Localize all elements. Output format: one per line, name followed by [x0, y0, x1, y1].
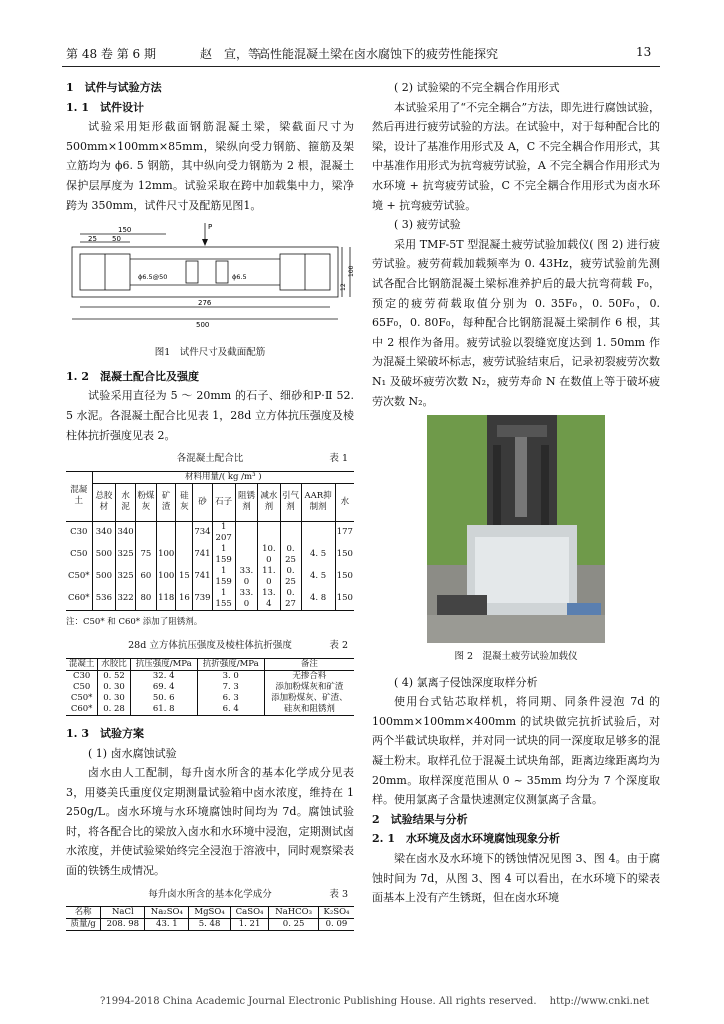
table-cell: 322 [116, 588, 136, 611]
t1-col-0: 总胶材 [92, 483, 116, 521]
table-cell: 43. 1 [145, 919, 189, 931]
t1-col-7: 阻锈剂 [235, 483, 257, 521]
table-cell: 1 159 [212, 544, 235, 566]
fig1-dim-500: 500 [196, 321, 210, 330]
t1-col-5: 砂 [193, 483, 212, 521]
table-3 [66, 906, 354, 931]
t3-col-2: Na₂SO₄ [145, 907, 189, 919]
table-cell: 208. 98 [101, 919, 145, 931]
table-cell: 4. 5 [301, 566, 335, 588]
table-cell: 741 [193, 544, 212, 566]
table-cell: 118 [156, 588, 176, 611]
paragraph-brine-test: 卤水由人工配制，每升卤水所含的基本化学成分见表 3，用婆美氏重度仪定期测量试验箱中卤水浓度，维持在 1 250g/L。卤水环境与水环境腐蚀时间均为 7d。腐蚀试验时，将各配合比的梁放入卤水和水环境中浸泡，定期测试卤水浓度，并使试验梁始终完全浸泡于溶液中，同时观察梁表面的铁锈生成情况。 [66, 766, 354, 878]
table-cell: 100 [156, 544, 176, 566]
table-cell: 质量/g [66, 919, 101, 931]
section-2-heading: 2 试验结果与分析 [372, 812, 468, 826]
table-cell: 16 [176, 588, 193, 611]
table-cell: 325 [116, 566, 136, 588]
section-1-3-3-heading: ( 3) 疲劳试验 [394, 218, 461, 232]
table-cell: C50* [66, 693, 98, 704]
table-2-title [66, 636, 354, 656]
t2-col-1: 水胶比 [98, 658, 130, 670]
t1-col-3: 矿渣 [156, 483, 176, 521]
table-cell: 500 [92, 544, 116, 566]
table-cell: 325 [116, 544, 136, 566]
table-cell: 734 [193, 521, 212, 544]
table-cell: 61. 8 [130, 704, 197, 716]
table-2-number: 表 2 [329, 640, 348, 652]
t1-col-9: 引气剂 [280, 483, 301, 521]
table-2 [66, 658, 354, 716]
table-cell: C60* [66, 704, 98, 716]
journal-volume: 第 48 卷 第 6 期 [66, 47, 156, 61]
table-cell: 100 [156, 566, 176, 588]
figure-1-caption: 图1 试件尺寸及截面配筋 [154, 347, 266, 359]
table-cell: 1 207 [212, 521, 235, 544]
table-1 [66, 471, 354, 611]
table-2-title-text: 28d 立方体抗压强度及棱柱体抗折强度 [128, 640, 292, 652]
t3-col-1: NaCl [101, 907, 145, 919]
table-cell: 添加粉煤灰、矿渣、 [271, 692, 348, 703]
fig1-dim-100: 100 [348, 265, 355, 278]
table-cell: 无掺合料 [292, 670, 327, 681]
table-cell: 50. 6 [130, 693, 197, 704]
table-1-note: 注：C50* 和 C60* 添加了阻锈剂。 [66, 616, 203, 627]
section-1-3-4-heading: ( 4) 氯离子侵蚀深度取样分析 [394, 675, 538, 689]
table-cell: C50 [66, 544, 92, 566]
table-cell: 1 159 [212, 566, 235, 588]
table-cell: C50 [66, 682, 98, 693]
section-1-2-heading: 1. 2 混凝土配合比及强度 [66, 369, 199, 383]
table-3-title-text: 每升卤水所含的基本化学成分 [148, 888, 272, 900]
table-cell: 0. 52 [98, 670, 130, 682]
fig1-load-label: P [208, 223, 213, 232]
table-cell: 4. 5 [301, 544, 335, 566]
t2-col-4: 备注 [264, 658, 354, 670]
table-row [66, 544, 354, 566]
header-authors: 赵 宣，等. [200, 47, 264, 61]
paragraph-fatigue-test: 采用 TMF-5T 型混凝土疲劳试验加载仪( 图 2) 进行疲劳试验。疲劳荷载加载频率为 0. 43Hz，疲劳试验前先测试各配合比钢筋混凝土梁标准养护后的最大抗弯荷载 F₀，预定的疲劳荷载取值分别为 0. 35F₀，0. 50F₀，0. 65F₀，0. 80F₀，每种配合比钢筋混凝土梁制作 6 根，其中 2 根作为备用。疲劳试验以裂缝宽度达到 1. 50mm 作为混凝土梁破坏标志，疲劳试验结束后，记录初裂疲劳次数 N₁ 及破坏疲劳次数 N₂，疲劳寿命 N 在数值上等于破坏疲劳次数 N₂。 [372, 237, 660, 408]
section-1-1-heading: 1. 1 试件设计 [66, 100, 144, 114]
table-cell: 60 [135, 566, 156, 588]
table-cell: 150 [336, 571, 353, 582]
t3-col-0: 名称 [66, 907, 101, 919]
table-cell: 33. 0 [235, 566, 257, 588]
fig1-dim-12: 12 [340, 283, 347, 292]
t2-col-0: 混凝土 [66, 658, 98, 670]
table-1-title-text: 各混凝土配合比 [176, 453, 244, 465]
table-cell: 75 [135, 544, 156, 566]
table-cell: 340 [116, 521, 136, 544]
t1-col-11: 水 [335, 483, 354, 521]
table-cell: 11. 0 [258, 566, 280, 588]
header-rule [62, 66, 660, 67]
table-cell: 4. 8 [301, 588, 335, 611]
t3-col-5: NaHCO₃ [269, 907, 319, 919]
table-row [66, 566, 354, 588]
table-cell: 添加粉煤灰和矿渣 [275, 681, 344, 692]
section-2-1-heading: 2. 1 水环境及卤水环境腐蚀现象分析 [372, 832, 560, 846]
table-cell [280, 521, 301, 544]
table-1-title [66, 449, 354, 469]
table-cell: 15 [176, 566, 193, 588]
table-cell: C30 [66, 670, 98, 682]
table-cell: 741 [193, 566, 212, 588]
t1-col-1: 水泥 [116, 483, 136, 521]
figure-2-caption: 图 2 混凝土疲劳试验加载仪 [454, 651, 578, 663]
table-cell [156, 521, 176, 544]
table-cell: C30 [66, 521, 92, 544]
table-cell: 6. 4 [197, 704, 264, 716]
t3-col-3: MgSO₄ [189, 907, 231, 919]
table-row [66, 588, 354, 611]
table-cell: 80 [135, 588, 156, 611]
table-cell: 150 [336, 549, 353, 560]
table-cell: C60* [66, 588, 92, 611]
fig1-stirrup-label: ϕ6.5@50 [138, 273, 168, 282]
table-cell: 1. 21 [230, 919, 268, 931]
table-cell: 0. 25 [280, 544, 301, 566]
figure-1-diagram [66, 221, 354, 339]
table-cell: 536 [92, 588, 116, 611]
right-column [372, 78, 660, 908]
table-cell: 7. 3 [197, 682, 264, 693]
fig1-dim-50: 50 [112, 235, 121, 244]
table-3-number: 表 3 [329, 888, 348, 900]
table-cell: 69. 4 [130, 682, 197, 693]
table-cell: 硅灰和阻锈剂 [283, 703, 335, 714]
table-cell: 0. 28 [98, 704, 130, 716]
table-cell: C50* [66, 566, 92, 588]
t2-col-3: 抗折强度/MPa [197, 658, 264, 670]
table-row [66, 919, 354, 931]
table-cell: 13. 4 [258, 588, 280, 611]
table-row [66, 682, 354, 693]
table-row [66, 521, 354, 544]
table-cell [176, 544, 193, 566]
t1-group-header: 材料用量/( kg /m³ ) [92, 471, 354, 483]
table-cell [135, 521, 156, 544]
table-cell: 177 [336, 527, 353, 538]
t1-col-2: 粉煤灰 [135, 483, 156, 521]
header-title: 高性能混凝土梁在卤水腐蚀下的疲劳性能探究 [258, 47, 499, 61]
table-cell: 0. 25 [269, 919, 319, 931]
t1-col-10: AAR抑制剂 [301, 483, 335, 521]
paragraph-specimen-design: 试验采用矩形截面钢筋混凝土梁，梁截面尺寸为500mm×100mm×85mm，梁纵向受力钢筋、箍筋及架立筋均为 ϕ6. 5 钢筋，其中纵向受力钢筋为 2 根，混凝土保护层厚度为 12mm。试验采取在跨中加载集中力，梁净跨为 350mm，试件尺寸及配筋见图1。 [66, 120, 354, 212]
table-cell [301, 521, 335, 544]
paragraph-coupling: 本试验采用了“不完全耦合”方法，即先进行腐蚀试验，然后再进行疲劳试验的方法。在试验中，对于每种配合比的梁，设计了基准作用形式及 A，C 不完全耦合作用形式，其中基准作用形式为抗弯疲劳试验，A 不完全耦合作用形式为水环境 + 抗弯疲劳试验，C 不完全耦合作用形式为卤水环境 + 抗弯疲劳试验。 [372, 100, 660, 212]
table-cell: 3. 0 [197, 670, 264, 682]
paragraph-mix-ratio: 试验采用直径为 5 ～ 20mm 的石子、细砂和P·Ⅱ 52. 5 水泥。各混凝土配合比见表 1，28d 立方体抗压强度及棱柱体抗折强度见表 2。 [66, 389, 354, 442]
section-1-3-1-heading: ( 1) 卤水腐蚀试验 [88, 746, 177, 760]
fig1-dim-25: 25 [88, 235, 97, 244]
table-cell: 32. 4 [130, 670, 197, 682]
table-cell: 0. 09 [325, 919, 348, 930]
table-cell: 0. 25 [280, 566, 301, 588]
fig1-dim-150: 150 [118, 226, 132, 235]
fig1-rebar-label: ϕ6.5 [232, 273, 247, 282]
left-column [66, 78, 354, 931]
table-cell: 150 [336, 593, 353, 604]
table-cell: 0. 27 [280, 588, 301, 611]
t1-col-6: 石子 [212, 483, 235, 521]
t1-col-4: 硅灰 [176, 483, 193, 521]
table-cell [176, 521, 193, 544]
table-cell: 500 [92, 566, 116, 588]
table-cell: 340 [92, 521, 116, 544]
section-1-heading: 1 试件与试验方法 [66, 81, 162, 94]
section-1-3-heading: 1. 3 试验方案 [66, 726, 144, 740]
table-row [66, 704, 354, 716]
t3-col-4: CaSO₄ [230, 907, 268, 919]
table-row [66, 670, 354, 682]
t1-col-8: 减水剂 [258, 483, 280, 521]
page-number: 13 [636, 45, 652, 59]
table-cell [235, 521, 257, 544]
paragraph-corrosion: 梁在卤水及水环境下的锈蚀情况见图 3、图 4。由于腐蚀时间为 7d，从图 3、图 4 可以看出，在水环境下的梁表面基本上没有产生锈斑，但在卤水环境 [372, 852, 660, 905]
table-3-title [66, 885, 354, 905]
table-cell: 6. 3 [197, 693, 264, 704]
fig1-dim-276: 276 [198, 299, 212, 308]
table-cell: 10. 0 [258, 544, 280, 566]
table-cell [235, 544, 257, 566]
table-cell [258, 521, 280, 544]
table-cell: 5. 48 [189, 919, 231, 931]
table-cell: 739 [193, 588, 212, 611]
fatigue-test-machine-photo [427, 415, 605, 643]
table-cell: 0. 30 [98, 682, 130, 693]
section-1-3-2-heading: ( 2) 试验梁的不完全耦合作用形式 [394, 81, 560, 94]
table-cell: 0. 30 [98, 693, 130, 704]
table-cell: 33. 0 [235, 588, 257, 611]
t1-rowhead: 混凝土 [66, 471, 92, 521]
table-row [66, 693, 354, 704]
table-1-number: 表 1 [329, 453, 348, 465]
paragraph-chloride: 使用台式钻芯取样机，将同期、同条件浸泡 7d 的 100mm×100mm×400mm 的试块做完抗折试验后，对两个半截试块取样，并对同一试块的同一深度取足够多的混凝土粉末。取样孔位于混凝土试块角部，距离边缘距离均为 20mm。取样深度范围从 0 ~ 35mm 均分为 7 个深度取样。使用氯离子含量快速测定仪测氯离子含量。 [372, 695, 660, 807]
table-cell: 1 155 [212, 588, 235, 611]
t3-col-6: K₂SO₄ [318, 907, 354, 919]
t2-col-2: 抗压强度/MPa [130, 658, 197, 670]
copyright-footer: ?1994-2018 China Academic Journal Electronic Publishing House. All rights reserved. http://www.cnki.net [100, 996, 650, 1007]
